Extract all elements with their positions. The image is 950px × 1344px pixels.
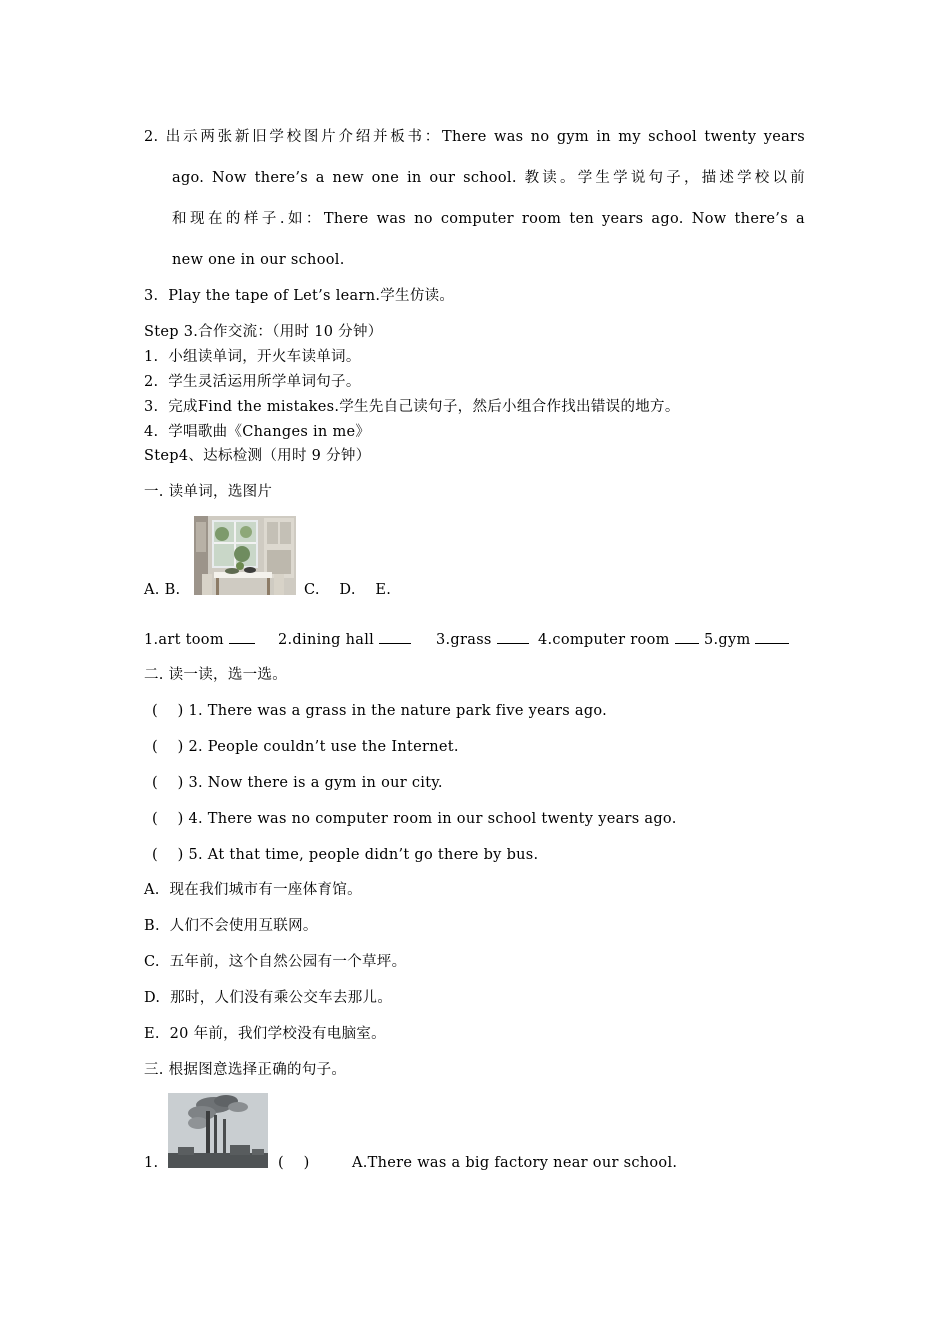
part1-label-cde: C. D. E. bbox=[304, 582, 392, 598]
part1-word-4 bbox=[538, 629, 699, 650]
part2-option-c: C. 五年前，这个自然公园有一个草坪。 bbox=[144, 954, 407, 970]
part2-question-2: ( ) 2. People couldn’t use the Internet. bbox=[152, 739, 459, 755]
step3-item-2: 2. 学生灵活运用所学单词句子。 bbox=[144, 374, 361, 390]
part2-option-a: A. 现在我们城市有一座体育馆。 bbox=[144, 882, 362, 898]
part1-word-1 bbox=[144, 629, 255, 650]
word-4-blank[interactable] bbox=[675, 629, 699, 644]
part2-heading: 二. 读一读，选一选。 bbox=[144, 667, 288, 683]
part3-heading: 三. 根据图意选择正确的句子。 bbox=[144, 1062, 347, 1078]
part2-option-e: E. 20 年前，我们学校没有电脑室。 bbox=[144, 1026, 386, 1042]
part2-option-d: D. 那时，人们没有乘公交车去那儿。 bbox=[144, 990, 393, 1006]
part1-label-ab: A. B. bbox=[144, 582, 181, 598]
factory-image bbox=[168, 1093, 268, 1168]
part1-word-5 bbox=[704, 629, 789, 650]
part1-word-2 bbox=[278, 629, 411, 650]
part1-heading: 一. 读单词，选图片 bbox=[144, 484, 273, 500]
step2-item2-line3: 和现在的样子.如：There was no computer room ten years ago. Now there’s a bbox=[172, 211, 805, 227]
step3-item-1: 1. 小组读单词，开火车读单词。 bbox=[144, 349, 361, 365]
word-4-text: 4.computer room bbox=[538, 632, 670, 648]
part2-question-4: ( ) 4. There was no computer room in our school twenty years ago. bbox=[152, 811, 677, 827]
word-3-blank[interactable] bbox=[497, 629, 529, 644]
word-1-blank[interactable] bbox=[229, 629, 255, 644]
step2-item3: 3. Play the tape of Let’s learn.学生仿读。 bbox=[144, 288, 455, 304]
word-5-text: 5.gym bbox=[704, 632, 751, 648]
part3-blank[interactable]: ( ) bbox=[278, 1155, 310, 1171]
word-1-text: 1.art toom bbox=[144, 632, 224, 648]
step2-item2-line1: 2. 出示两张新旧学校图片介绍并板书：There was no gym in my school twenty years bbox=[144, 129, 805, 145]
step3-heading: Step 3.合作交流：（用时 10 分钟） bbox=[144, 324, 383, 340]
step4-heading: Step4、达标检测（用时 9 分钟） bbox=[144, 448, 371, 464]
part2-question-3: ( ) 3. Now there is a gym in our city. bbox=[152, 775, 443, 791]
step2-item2-line2: ago. Now there’s a new one in our school. 教读。学生学说句子，描述学校以前 bbox=[172, 170, 805, 186]
word-3-text: 3.grass bbox=[436, 632, 492, 648]
part2-question-1: ( ) 1. There was a grass in the nature park five years ago. bbox=[152, 703, 608, 719]
step3-item-4: 4. 学唱歌曲《Changes in me》 bbox=[144, 424, 371, 440]
dining-hall-image bbox=[194, 516, 296, 595]
part3-option-a: A.There was a big factory near our school. bbox=[352, 1155, 678, 1171]
step2-item2-line4: new one in our school. bbox=[172, 252, 345, 268]
part2-question-5: ( ) 5. At that time, people didn’t go there by bus. bbox=[152, 847, 539, 863]
step3-item-3: 3. 完成Find the mistakes.学生先自己读句子，然后小组合作找出错误的地方。 bbox=[144, 399, 680, 415]
part1-word-3 bbox=[436, 629, 529, 650]
part3-item-number: 1. bbox=[144, 1155, 159, 1171]
word-2-blank[interactable] bbox=[379, 629, 411, 644]
word-5-blank[interactable] bbox=[755, 629, 789, 644]
part2-option-b: B. 人们不会使用互联网。 bbox=[144, 918, 318, 934]
word-2-text: 2.dining hall bbox=[278, 632, 375, 648]
